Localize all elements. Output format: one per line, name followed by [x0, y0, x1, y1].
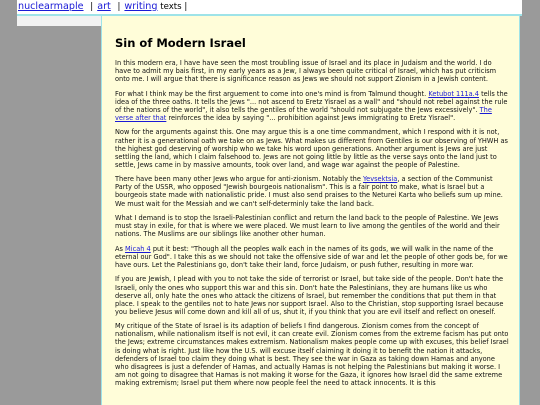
paragraph-4-text: There have been many other Jews who argue for anti-zionism. Notably the	[115, 175, 364, 184]
link-ketubot[interactable]: Ketubot 111a.4	[428, 89, 479, 98]
article-title: Sin of Modern Israel	[115, 36, 246, 50]
nav-separator: |	[184, 2, 188, 12]
nav-separator: |	[117, 2, 121, 12]
link-verse-after[interactable]: The verse after that	[115, 105, 492, 122]
paragraph-7: If you are Jewish, I plead with you to not take the side of terrorist or Israel, but take side of the people. Don't hate the Israeli, only the ones who support this war and this sin. Don't hate the Palestinians, they are humans like us who deserve all, only hate the ones who attack the citizens of Israel, but remember the conditions that put them in that place. I speak to the gentiles not to hate Jews nor support Israel. Also to the Christian, stop supporting Israel because you believe Jesus will come down and kill all of us, shut it, if you think that you are evil itself and reflect on oneself.	[115, 275, 504, 316]
article-content[interactable]	[101, 16, 520, 405]
paragraph-8: My critique of the State of Israel is its adaption of beliefs I find dangerous. Zionism comes from the concept of nationalism, while nationalism itself is not evil, it can create evil. Zionism comes from the extreme facism has put onto the Jews; extreme circumstances makes extremism. Nationalism makes people come up with excuses, this belief Israel is doing what is right. Just like how the U.S. will excuse itself claiming it doing it to benefit the nation it attacks, defenders of Israel too claim they doing what is best. They see the war in Gaza as taking down Hamas and anyone who disagrees is just a defender of Hamas, and actually Hamas is not helping the Palestinians but making it worse. I am not going to disagree that Hamas is not making it worse for the Gaza, it ignores how Israel did the same extreme making extremism; Israel put them where now people feel the need to attack innocents. It is this	[115, 322, 509, 387]
link-micah-4[interactable]: Micah 4	[125, 244, 151, 253]
paragraph-2-text: tells the idea of the three oaths. It tells the Jews "... not ascend to Eretz Yisrael as a wall" and "should not rebel against the rule of the nations of the world", it also tells the gentiles of the world "should not subjugate the Jews excessively".	[115, 89, 508, 114]
nav-link-writing[interactable]: writing	[124, 1, 158, 12]
paragraph-6-text: As	[115, 244, 126, 253]
paragraph-4	[115, 175, 509, 207]
paragraph-4-text: , a section of the Communist Party of the USSR, who opposed "Jewish bourgeois nationalism". This is a fair point to make, what is Israel but a bourgeois state made with nationalistic pride. I must also send praises to the Neturei Karta who beliefs sum up mine. We must wait for the Messiah and we can't self-determinly take the land back.	[115, 175, 503, 208]
nav-breadcrumb-texts: texts	[160, 2, 182, 12]
site-nav	[18, 1, 187, 13]
nav-link-nuclearmaple[interactable]: nuclearmaple	[18, 1, 84, 12]
paragraph-3: Now for the arguments against this. One may argue this is a one time commandment, which I respond with it is not, rather it is a generational oath we take on as Jews. What makes us different from Gentiles is our observing of YHWH as the highest god deserving of worship who we take his word upon generations. Another argument is Jews are just settling the land, which I claim falsehood to. Jews are not going little by little as the verse says onto the land just to settle, Jews came in by massive amounts, took over land, and wage war against the people of Palestine.	[115, 128, 508, 169]
paragraph-6-text: put it best: "Though all the peoples walk each in the names of its gods, we will walk in the name of the eternal our God". I take this as we should not take the offensive side of war and let the people of other gods be, for we have ours. Let the Palestinians go, don't take their land, force Judaism, or push futher, resulting in more war.	[115, 244, 508, 269]
paragraph-6	[115, 245, 509, 269]
link-yevsektsia[interactable]: Yevsektsia	[363, 175, 398, 184]
nav-separator: |	[90, 2, 94, 12]
nav-link-art[interactable]: art	[97, 1, 111, 12]
paragraph-1: In this modern era, I have have seen the most troubling issue of Israel and its place in Judaism and the world. I do have to admit my bais first, in my early years as a Jew, I always been quite critical of Israel, which has put criticism onto me. I will argue that there is significance reason as Jews we should not support Zionism in a Jewish content.	[115, 59, 497, 84]
top-nav-bar	[17, 0, 522, 16]
paragraph-5: What I demand is to stop the Israeli-Palestinian conflict and return the land back to the people of Palestine. We Jews must stay in exile, for that is where we were placed. We must learn to live among the gentiles of the world and their nations. The Muslims are our siblings like another other human.	[115, 214, 500, 239]
paragraph-2-text: For what I think may be the first arguement to come into one's mind is from Talmund thought.	[115, 89, 429, 98]
left-sidebar-strip	[17, 16, 101, 26]
paragraph-2	[115, 90, 509, 122]
paragraph-2-text: reinforces the idea by saying "... prohibition against Jews immigrating to Eretz Yisrael".	[166, 113, 456, 122]
